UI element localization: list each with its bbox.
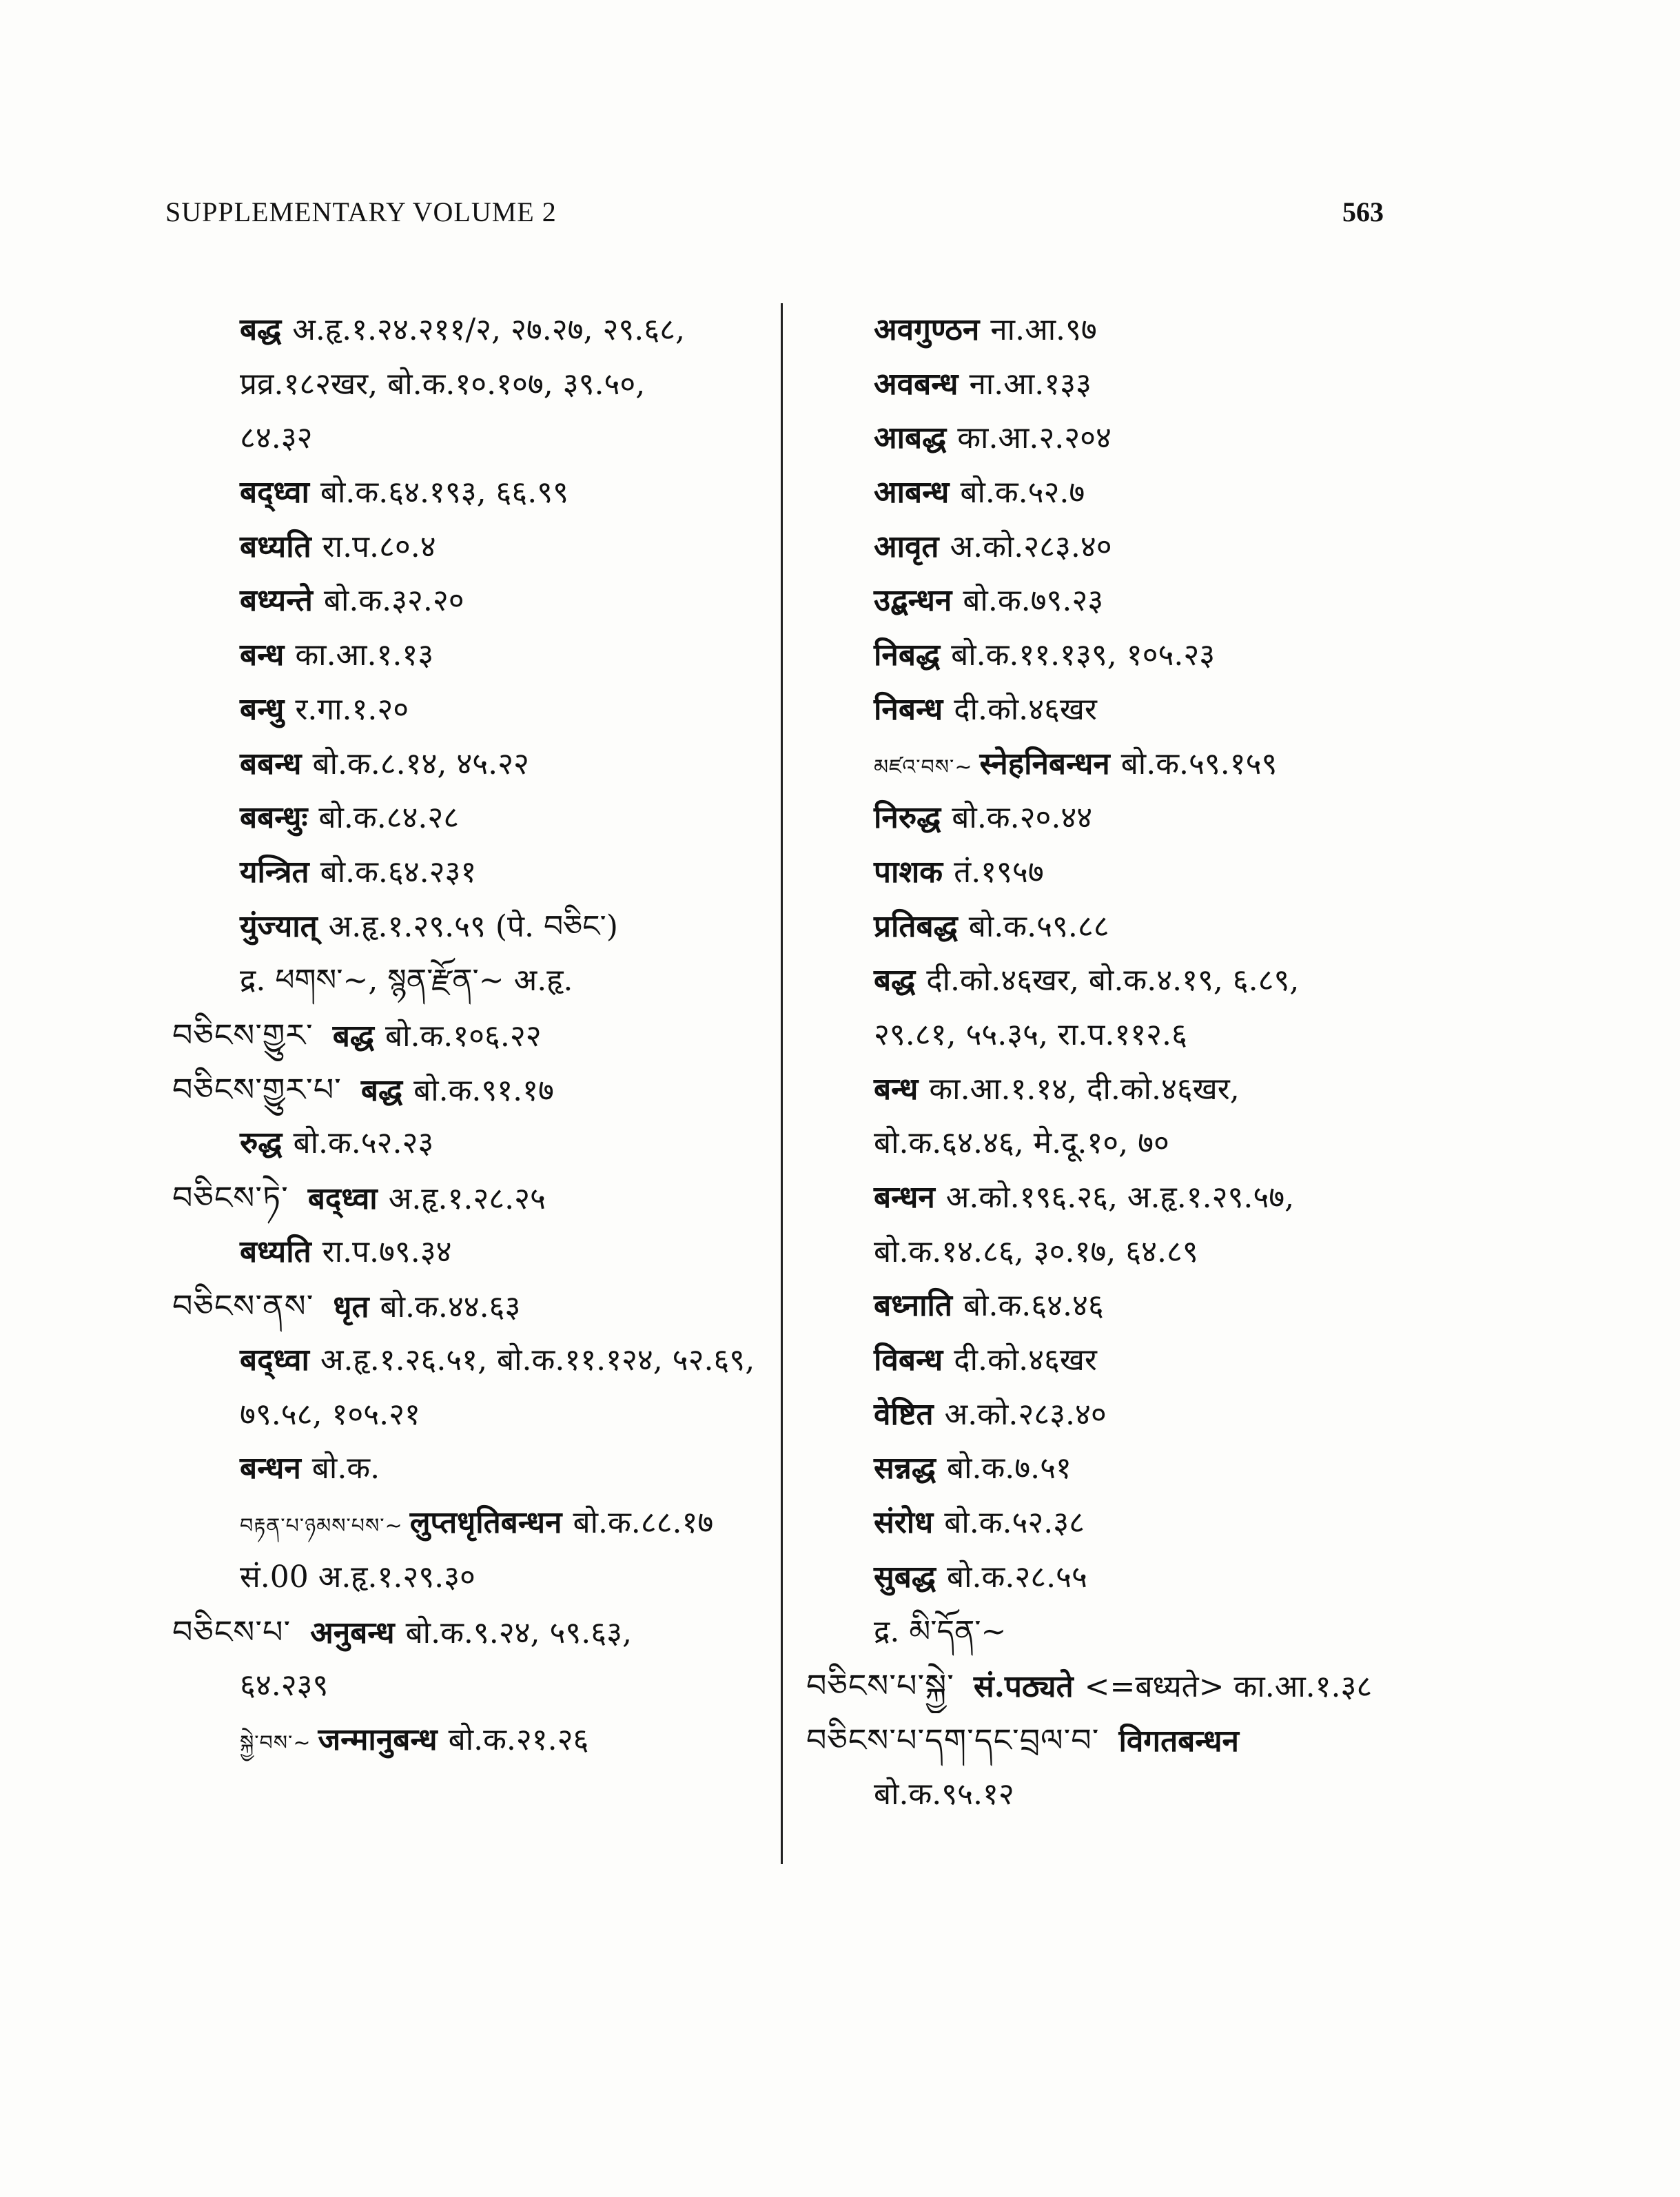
source-reference: बो.क.७९.२३ [963, 583, 1104, 619]
sanskrit-equivalent: सन्नद्ध [874, 1451, 936, 1486]
sanskrit-equivalent: बद्ध [332, 1018, 374, 1054]
source-reference: ७९.५८, १०५.२१ [240, 1396, 420, 1432]
source-reference: अ.हृ.१.२४.२११/२, २७.२७, २९.६८, [292, 312, 685, 347]
source-reference: बो.क.२०.४४ [952, 800, 1093, 836]
source-reference: प्रव्र.१८२खर, बो.क.१०.१०७, ३९.५०, [240, 366, 646, 402]
source-reference: का.आ.२.२०४ [957, 420, 1112, 456]
dictionary-line [806, 791, 1426, 846]
dictionary-line [806, 629, 1426, 683]
dictionary-line [172, 1551, 779, 1605]
sanskrit-equivalent: आबन्ध [874, 475, 950, 511]
source-reference: बो.क.१०६.२२ [385, 1018, 542, 1054]
sanskrit-equivalent: बन्धन [240, 1451, 301, 1486]
source-reference: बो.क.४४.६३ [380, 1289, 521, 1325]
sanskrit-equivalent: बद्ध [360, 1072, 403, 1108]
source-reference: र.गा.१.२० [295, 691, 409, 727]
dictionary-line [172, 1063, 779, 1117]
source-reference: सं.00 अ.हृ.१.२९.३० [240, 1559, 475, 1595]
source-reference: अ.को.२८३.४० [944, 1396, 1107, 1432]
source-reference: बो.क.५२.२३ [293, 1125, 434, 1161]
dictionary-line [806, 358, 1426, 412]
sanskrit-equivalent: विगतबन्धन [1118, 1723, 1239, 1759]
source-reference: अ.हृ.१.२९.५९ (पे. བཅིང་) [328, 908, 618, 944]
column-divider [781, 303, 783, 1864]
source-reference: बो.क.६४.४६ [963, 1288, 1104, 1324]
sanskrit-equivalent: रुद्ध [240, 1125, 283, 1161]
source-reference: बो.क.२१.२६ [448, 1721, 589, 1757]
dictionary-line [806, 1225, 1426, 1280]
source-reference: बो.क.६४.४६, मे.दू.१०, ७० [874, 1125, 1169, 1161]
dictionary-line [172, 1279, 779, 1333]
sanskrit-equivalent: निबद्ध [874, 637, 941, 673]
sanskrit-equivalent: बन्ध [240, 637, 285, 673]
dictionary-line [806, 574, 1426, 629]
sanskrit-equivalent: बद्ध्वा [240, 475, 309, 511]
source-reference: बो.क.५९.८८ [968, 908, 1109, 944]
dictionary-line [806, 846, 1426, 900]
source-reference: बो.क.२८.५५ [947, 1559, 1087, 1595]
sanskrit-equivalent: लुप्तधृतिबन्धन [409, 1505, 562, 1541]
source-reference: बो.क.५२.७ [960, 475, 1085, 511]
dictionary-line [172, 629, 779, 683]
page-header [165, 196, 1384, 237]
source-reference: अ.हृ.१.२६.५१, बो.क.११.१२४, ५२.६९, [320, 1342, 755, 1378]
source-reference: अ.को.१९६.२६, अ.हृ.१.२९.५७, [945, 1180, 1295, 1215]
tibetan-compound: བརྟན་པ་ཉམས་པས་~ [240, 1514, 403, 1539]
tibetan-compound: མཛའ་བས་~ [874, 755, 973, 779]
dictionary-line [806, 466, 1426, 520]
dictionary-line [172, 466, 779, 520]
dictionary-line [172, 358, 779, 412]
source-reference: बो.क.१४.८६, ३०.१७, ६४.८९ [874, 1234, 1198, 1269]
sanskrit-equivalent: बद्ध्वा [240, 1342, 309, 1378]
sanskrit-equivalent: सुबद्ध [874, 1559, 936, 1595]
dictionary-line [806, 1605, 1426, 1659]
sanskrit-equivalent: बध्नाति [874, 1288, 952, 1324]
dictionary-line [806, 1171, 1426, 1225]
dictionary-line [806, 411, 1426, 466]
source-reference: दी.को.४६खर, बो.क.४.१९, ६.८९, [926, 963, 1300, 999]
sanskrit-equivalent: स्नेहनिबन्धन [979, 746, 1110, 781]
source-reference: द्र. མི་དོན་~ [874, 1613, 1007, 1649]
running-title: SUPPLEMENTARY VOLUME 2 [165, 196, 557, 227]
tibetan-compound: སྐྱེ་བས་~ [240, 1730, 311, 1755]
dictionary-line [172, 1333, 779, 1388]
dictionary-line [172, 1713, 779, 1768]
dictionary-line [806, 1008, 1426, 1063]
dictionary-line [172, 1496, 779, 1551]
dictionary-line [172, 1225, 779, 1280]
dictionary-line [172, 574, 779, 629]
dictionary-line [172, 411, 779, 466]
sanskrit-equivalent: बध्यन्ते [240, 583, 313, 619]
tibetan-headword: བཅིངས་གྱུར་ [172, 1016, 314, 1054]
source-reference: बो.क.८४.२८ [318, 800, 460, 836]
dictionary-line [806, 1063, 1426, 1117]
sanskrit-equivalent: संरोध [874, 1505, 934, 1541]
dictionary-line [172, 1605, 779, 1659]
source-reference: बो.क.६४.२३१ [320, 854, 477, 890]
source-reference: का.आ.१.१४, दी.को.४६खर, [929, 1071, 1240, 1107]
source-reference: रा.प.८०.४ [322, 529, 436, 564]
source-reference: बो.क.९१.१७ [413, 1072, 554, 1108]
sanskrit-equivalent: पाशक [874, 854, 943, 890]
source-reference: <=बध्यते> का.आ.१.३८ [1084, 1669, 1373, 1705]
tibetan-headword: བཅིངས་ཏེ་ [172, 1179, 289, 1216]
tibetan-headword: བཅིངས་པ་དག་དང་བྲལ་བ་ [806, 1721, 1100, 1759]
sanskrit-equivalent: बध्यति [240, 1234, 311, 1269]
source-reference: बो.क.८८.१७ [573, 1505, 714, 1541]
dictionary-line [806, 1279, 1426, 1333]
dictionary-line [806, 1116, 1426, 1171]
source-reference: तं.१९५७ [954, 854, 1044, 890]
tibetan-headword: བཅིངས་པ་ [172, 1613, 291, 1651]
dictionary-line [172, 520, 779, 575]
sanskrit-equivalent: प्रतिबद्ध [874, 908, 958, 944]
dictionary-line [172, 683, 779, 737]
page-number: 563 [1342, 196, 1384, 227]
source-reference: बो.क.५२.३८ [944, 1505, 1085, 1541]
sanskrit-equivalent: निबन्ध [874, 691, 943, 727]
dictionary-line [806, 683, 1426, 737]
source-reference: बो.क.७.५१ [946, 1451, 1072, 1486]
sanskrit-equivalent: बन्धन [874, 1180, 935, 1215]
tibetan-headword: བཅིངས་ནས་ [172, 1287, 314, 1325]
dictionary-line [172, 737, 779, 792]
sanskrit-equivalent: वेष्टित [874, 1396, 934, 1432]
dictionary-line [806, 1659, 1426, 1713]
sanskrit-equivalent: उद्बन्धन [874, 583, 952, 619]
source-reference: अ.हृ.१.२८.२५ [388, 1181, 546, 1216]
dictionary-line [172, 846, 779, 900]
tibetan-headword: བཅིངས་པ་སྐྱེ་ [806, 1667, 954, 1705]
sanskrit-equivalent: बद्ध [874, 963, 916, 999]
source-reference: ८४.३२ [240, 420, 313, 456]
sanskrit-equivalent: युंज्यात् [240, 908, 318, 944]
left-column [172, 303, 779, 1768]
dictionary-line [172, 1008, 779, 1063]
sanskrit-equivalent: धृत [333, 1289, 369, 1325]
sanskrit-equivalent: बन्धु [240, 691, 285, 727]
dictionary-line [172, 900, 779, 954]
source-reference: बो.क.८.१४, ४५.२२ [312, 746, 529, 781]
sanskrit-equivalent: आबद्ध [874, 420, 947, 456]
sanskrit-equivalent: जन्मानुबन्ध [318, 1721, 438, 1757]
tibetan-headword: བཅིངས་གྱུར་པ་ [172, 1070, 342, 1108]
dictionary-line [172, 1442, 779, 1496]
source-reference: बो.क.११.१३९, १०५.२३ [951, 637, 1216, 673]
dictionary-line [806, 1551, 1426, 1605]
dictionary-line [806, 954, 1426, 1008]
dictionary-line [172, 303, 779, 358]
dictionary-line [806, 303, 1426, 358]
source-reference: बो.क.९.२४, ५९.६३, [405, 1615, 632, 1651]
source-reference: ना.आ.९७ [990, 312, 1097, 347]
dictionary-line [172, 1116, 779, 1171]
dictionary-line [806, 520, 1426, 575]
sanskrit-equivalent: यन्त्रित [240, 854, 309, 890]
source-reference: ६४.२३९ [240, 1668, 329, 1704]
dictionary-line [172, 791, 779, 846]
source-reference: ना.आ.१३३ [969, 366, 1092, 402]
source-reference: दी.को.४६खर [954, 1342, 1097, 1378]
sanskrit-equivalent: बद्ध [240, 312, 282, 347]
sanskrit-equivalent: अवबन्ध [874, 366, 959, 402]
source-reference: २९.८१, ५५.३५, रा.प.११२.६ [874, 1016, 1187, 1052]
sanskrit-equivalent: बद्ध्वा [307, 1181, 378, 1216]
sanskrit-equivalent: अवगुण्ठन [874, 312, 980, 347]
sanskrit-equivalent: बन्ध [874, 1071, 919, 1107]
dictionary-line [806, 1388, 1426, 1442]
source-reference: बो.क.६४.१९३, ६६.९९ [320, 475, 569, 511]
sanskrit-equivalent: बध्यति [240, 529, 311, 564]
source-reference: का.आ.१.१३ [295, 637, 434, 673]
source-reference: रा.प.७९.३४ [322, 1234, 452, 1269]
dictionary-line [806, 1768, 1426, 1822]
sanskrit-equivalent: आवृत [874, 529, 939, 564]
dictionary-line [172, 1659, 779, 1713]
source-reference: बो.क.९५.१२ [874, 1776, 1014, 1812]
dictionary-line [806, 1713, 1426, 1768]
dictionary-line [806, 1442, 1426, 1496]
dictionary-line [172, 1388, 779, 1442]
dictionary-line [172, 954, 779, 1008]
dictionary-line [806, 1333, 1426, 1388]
source-reference: बो.क.५९.१५९ [1120, 746, 1278, 781]
source-reference: बो.क.३२.२० [323, 583, 464, 619]
sanskrit-equivalent: बबन्ध [240, 746, 302, 781]
sanskrit-equivalent: सं.पठ्यते [973, 1669, 1074, 1705]
source-reference: द्र. ཕགས་~, སྙན་རྫོན་~ अ.हृ. [240, 963, 573, 999]
source-reference: बो.क. [311, 1451, 380, 1486]
sanskrit-equivalent: विबन्ध [874, 1342, 943, 1378]
right-column [806, 303, 1426, 1821]
dictionary-line [806, 737, 1426, 792]
dictionary-line [806, 1496, 1426, 1551]
sanskrit-equivalent: अनुबन्ध [310, 1615, 395, 1651]
sanskrit-equivalent: निरुद्ध [874, 800, 941, 836]
sanskrit-equivalent: बबन्धुः [240, 800, 308, 836]
dictionary-line [172, 1171, 779, 1225]
dictionary-line [806, 900, 1426, 954]
source-reference: दी.को.४६खर [954, 691, 1097, 727]
source-reference: अ.को.२८३.४० [950, 529, 1112, 564]
